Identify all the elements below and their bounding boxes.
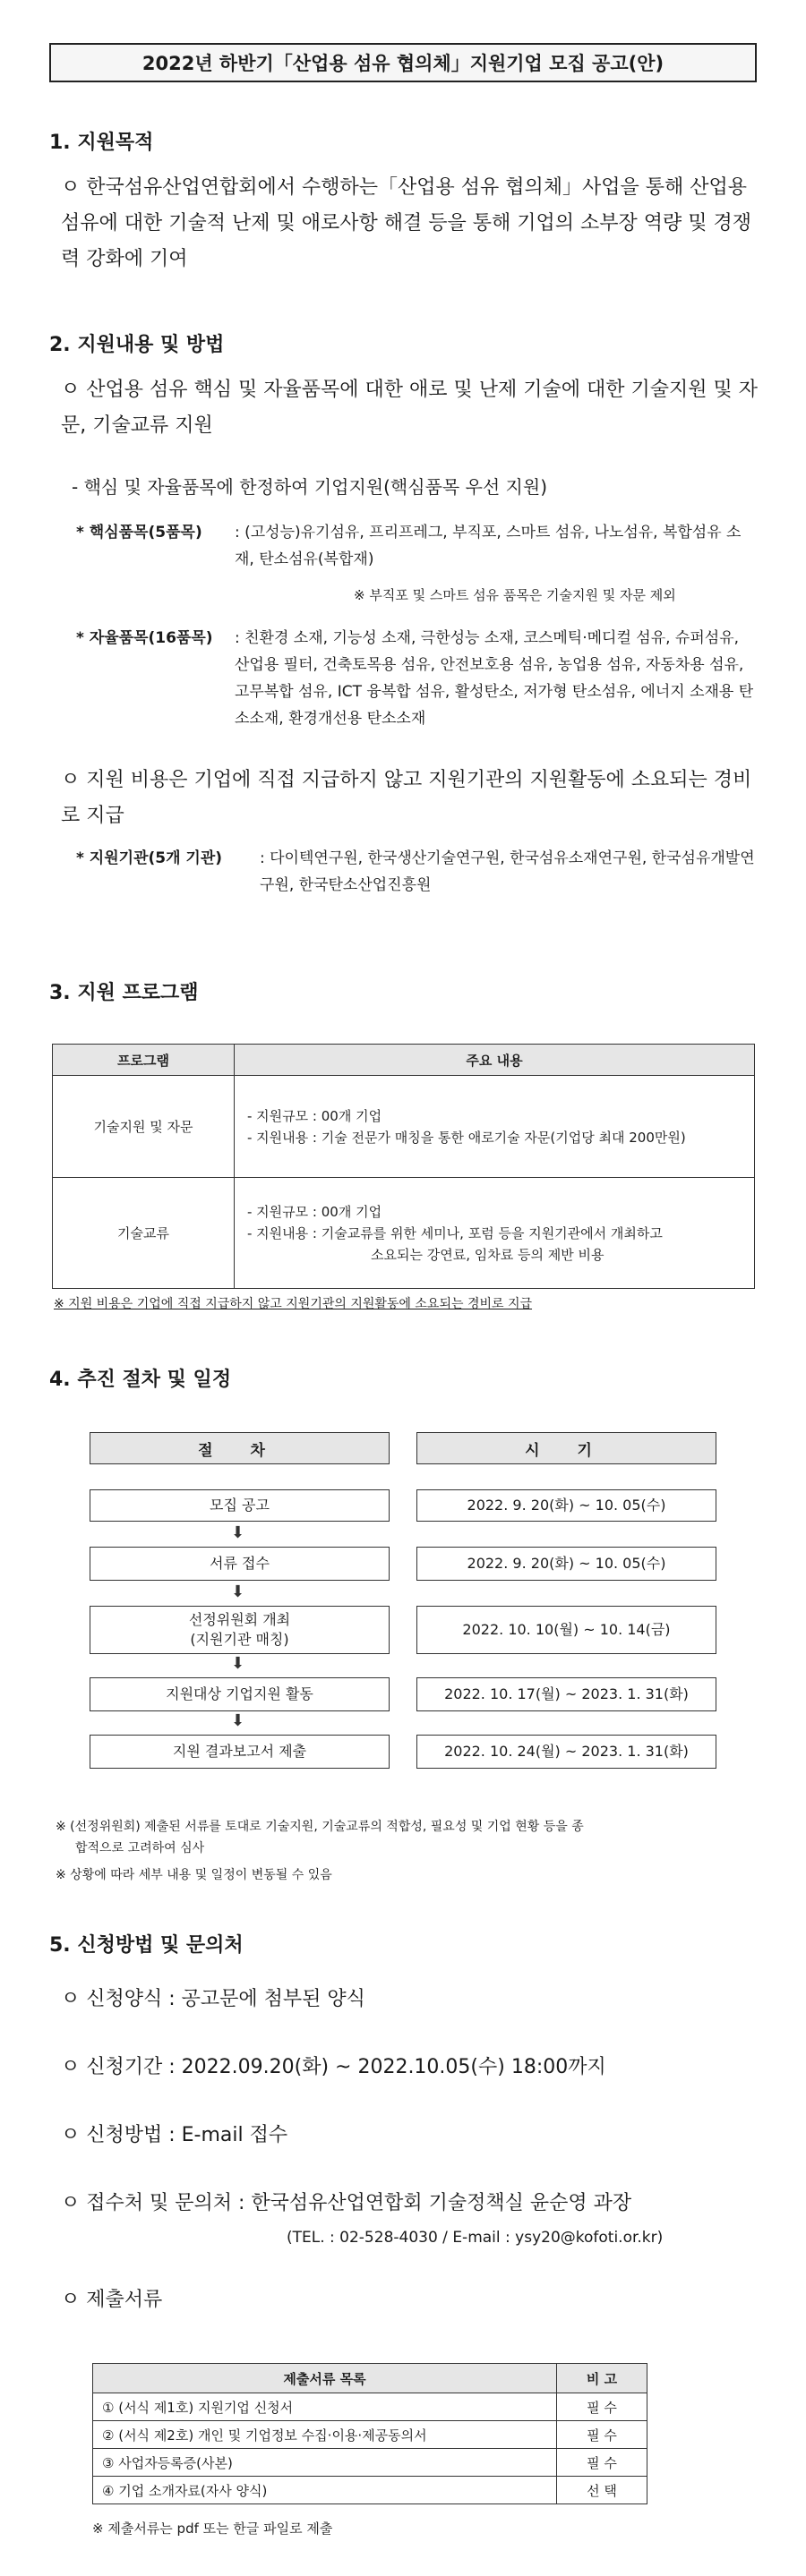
section-2-dash-item: - 핵심 및 자율품목에 한정하여 기업지원(핵심품목 우선 지원) (72, 476, 548, 498)
doc-name: ② (서식 제2호) 개인 및 기업정보 수집·이용·제공동의서 (93, 2421, 557, 2449)
schedule-note-1: ※ (선정위원회) 제출된 서류를 토대로 기술지원, 기술교류의 적합성, 필요성 및 기업 현황 등을 종 (56, 1820, 584, 1834)
arrow-down-icon: ⬇ (231, 1654, 245, 1673)
arrow-down-icon: ⬇ (231, 1523, 245, 1542)
docs-note: ※ 제출서류는 pdf 또는 한글 파일로 제출 (92, 2521, 333, 2537)
schedule-step-header: 절 차 (90, 1432, 390, 1464)
autonomous-items-text: : 친환경 소재, 기능성 소재, 극한성능 소재, 코스메틱·메디컬 섬유, 슈퍼섬유, 산업용 필터, 건축토목용 섬유, 안전보호용 섬유, 농업용 섬유, 자동차용 섬유, 고무복합 섬유, ICT 융복합 섬유, 활성탄소, 저가형 탄소섬유, 에너지 소재용 탄소소재, 환경개선용 탄소소재 (235, 629, 754, 728)
doc-note: 선 택 (557, 2477, 647, 2504)
program-note: ※ 지원 비용은 기업에 직접 지급하지 않고 지원기관의 지원활동에 소요되는 경비로 지급 (54, 1297, 533, 1311)
apply-method: ㅇ 신청방법 : E-mail 접수 (61, 2124, 288, 2146)
section-5-heading: 5. 신청방법 및 문의처 (49, 1934, 244, 1957)
doc-note: 필 수 (557, 2449, 647, 2477)
section-3-heading: 3. 지원 프로그램 (49, 982, 199, 1004)
section-4-heading: 4. 추진 절차 및 일정 (49, 1369, 232, 1391)
program-name: 기술교류 (53, 1178, 235, 1289)
apply-period: ㅇ 신청기간 : 2022.09.20(화) ~ 2022.10.05(수) 18:00까지 (61, 2056, 606, 2078)
docs-col-header: 제출서류 목록 (93, 2364, 557, 2393)
apply-form: ㅇ 신청양식 : 공고문에 첨부된 양식 (61, 1988, 365, 2010)
program-col-header: 프로그램 (53, 1045, 235, 1076)
program-line: - 지원규모 : 00개 기업 (247, 1107, 382, 1124)
autonomous-items-label (76, 625, 237, 652)
table-row (93, 2393, 647, 2421)
program-line: 소요되는 강연료, 임차료 등의 제반 비용 (371, 1246, 604, 1263)
docs-note-header: 비 고 (557, 2364, 647, 2393)
doc-name: ④ 기업 소개자료(자사 양식) (93, 2477, 557, 2504)
content-col-header: 주요 내용 (235, 1045, 755, 1076)
table-row (93, 2449, 647, 2477)
section-2-paragraph-1: ㅇ 산업용 섬유 핵심 및 자율품목에 대한 애로 및 난제 기술에 대한 기술지원 및 자문, 기술교류 지원 (61, 379, 758, 437)
core-items-text: : (고성능)유기섬유, 프리프레그, 부직포, 스마트 섬유, 나노섬유, 복합섬유 소재, 탄소섬유(복합재) (235, 524, 742, 568)
schedule-step-line: (지원기관 매칭) (190, 1631, 289, 1648)
doc-name: ① (서식 제1호) 지원기업 신청서 (93, 2393, 557, 2421)
schedule-step (90, 1606, 390, 1654)
arrow-down-icon: ⬇ (231, 1711, 245, 1730)
program-table (52, 1044, 755, 1289)
schedule-note-2: ※ 상황에 따라 세부 내용 및 일정이 변동될 수 있음 (56, 1868, 332, 1882)
table-row (93, 2477, 647, 2504)
table-row (53, 1178, 755, 1289)
document-title: 2022년 하반기「산업용 섬유 협의체」지원기업 모집 공고(안) (49, 43, 757, 82)
submit-docs-label: ㅇ 제출서류 (61, 2289, 163, 2311)
support-org-label (76, 845, 255, 872)
schedule-date-header: 시 기 (416, 1432, 716, 1464)
doc-note: 필 수 (557, 2421, 647, 2449)
submit-docs-table (92, 2363, 647, 2504)
core-items-label (76, 519, 219, 546)
schedule-date: 2022. 10. 17(월) ~ 2023. 1. 31(화) (416, 1677, 716, 1711)
schedule-date: 2022. 10. 24(월) ~ 2023. 1. 31(화) (416, 1735, 716, 1769)
schedule-step: 모집 공고 (90, 1489, 390, 1522)
schedule-date: 2022. 10. 10(월) ~ 10. 14(금) (416, 1606, 716, 1654)
program-desc (235, 1178, 755, 1289)
schedule-step: 서류 접수 (90, 1547, 390, 1581)
section-2-paragraph-2: ㅇ 지원 비용은 기업에 직접 지급하지 않고 지원기관의 지원활동에 소요되는 경비로 지급 (61, 769, 752, 827)
contact-details: (TEL. : 02-528-4030 / E-mail : ysy20@kofoti.or.kr) (287, 2229, 664, 2247)
schedule-step: 지원대상 기업지원 활동 (90, 1677, 390, 1711)
schedule-step: 지원 결과보고서 제출 (90, 1735, 390, 1769)
program-line: - 지원내용 : 기술 전문가 매칭을 통한 애로기술 자문(기업당 최대 200만원) (247, 1129, 686, 1146)
support-org-text: : 다이텍연구원, 한국생산기술연구원, 한국섬유소재연구원, 한국섬유개발연구원, 한국탄소산업진흥원 (260, 849, 755, 894)
program-name: 기술지원 및 자문 (53, 1076, 235, 1178)
core-items-note: ※ 부직포 및 스마트 섬유 품목은 기술지원 및 자문 제외 (354, 587, 676, 603)
schedule-date: 2022. 9. 20(화) ~ 10. 05(수) (416, 1489, 716, 1522)
section-1-heading: 1. 지원목적 (49, 132, 154, 154)
schedule-note-1b: 합적으로 고려하여 심사 (75, 1841, 205, 1855)
schedule-step-line: 선정위원회 개최 (188, 1611, 291, 1628)
core-items-label-text: * 핵심품목(5품목) (76, 524, 202, 542)
section-2-heading: 2. 지원내용 및 방법 (49, 334, 225, 356)
support-org-label-text: * 지원기관(5개 기관) (76, 849, 223, 867)
doc-name: ③ 사업자등록증(사본) (93, 2449, 557, 2477)
section-1-paragraph: ㅇ 한국섬유산업연합회에서 수행하는「산업용 섬유 협의체」사업을 통해 산업용 섬유에 대한 기술적 난제 및 애로사항 해결 등을 통해 기업의 소부장 역량 및 경쟁력 강화에 기여 (61, 176, 751, 270)
schedule-date: 2022. 9. 20(화) ~ 10. 05(수) (416, 1547, 716, 1581)
contact-info: ㅇ 접수처 및 문의처 : 한국섬유산업연합회 기술정책실 윤순영 과장 (61, 2192, 632, 2214)
table-row (53, 1076, 755, 1178)
arrow-down-icon: ⬇ (231, 1582, 245, 1601)
doc-note: 필 수 (557, 2393, 647, 2421)
program-line: - 지원규모 : 00개 기업 (247, 1203, 382, 1220)
program-line: - 지원내용 : 기술교류를 위한 세미나, 포럼 등을 지원기관에서 개최하고 (247, 1224, 663, 1241)
table-row (93, 2421, 647, 2449)
program-desc (235, 1076, 755, 1178)
autonomous-items-label-text: * 자율품목(16품목) (76, 629, 213, 647)
